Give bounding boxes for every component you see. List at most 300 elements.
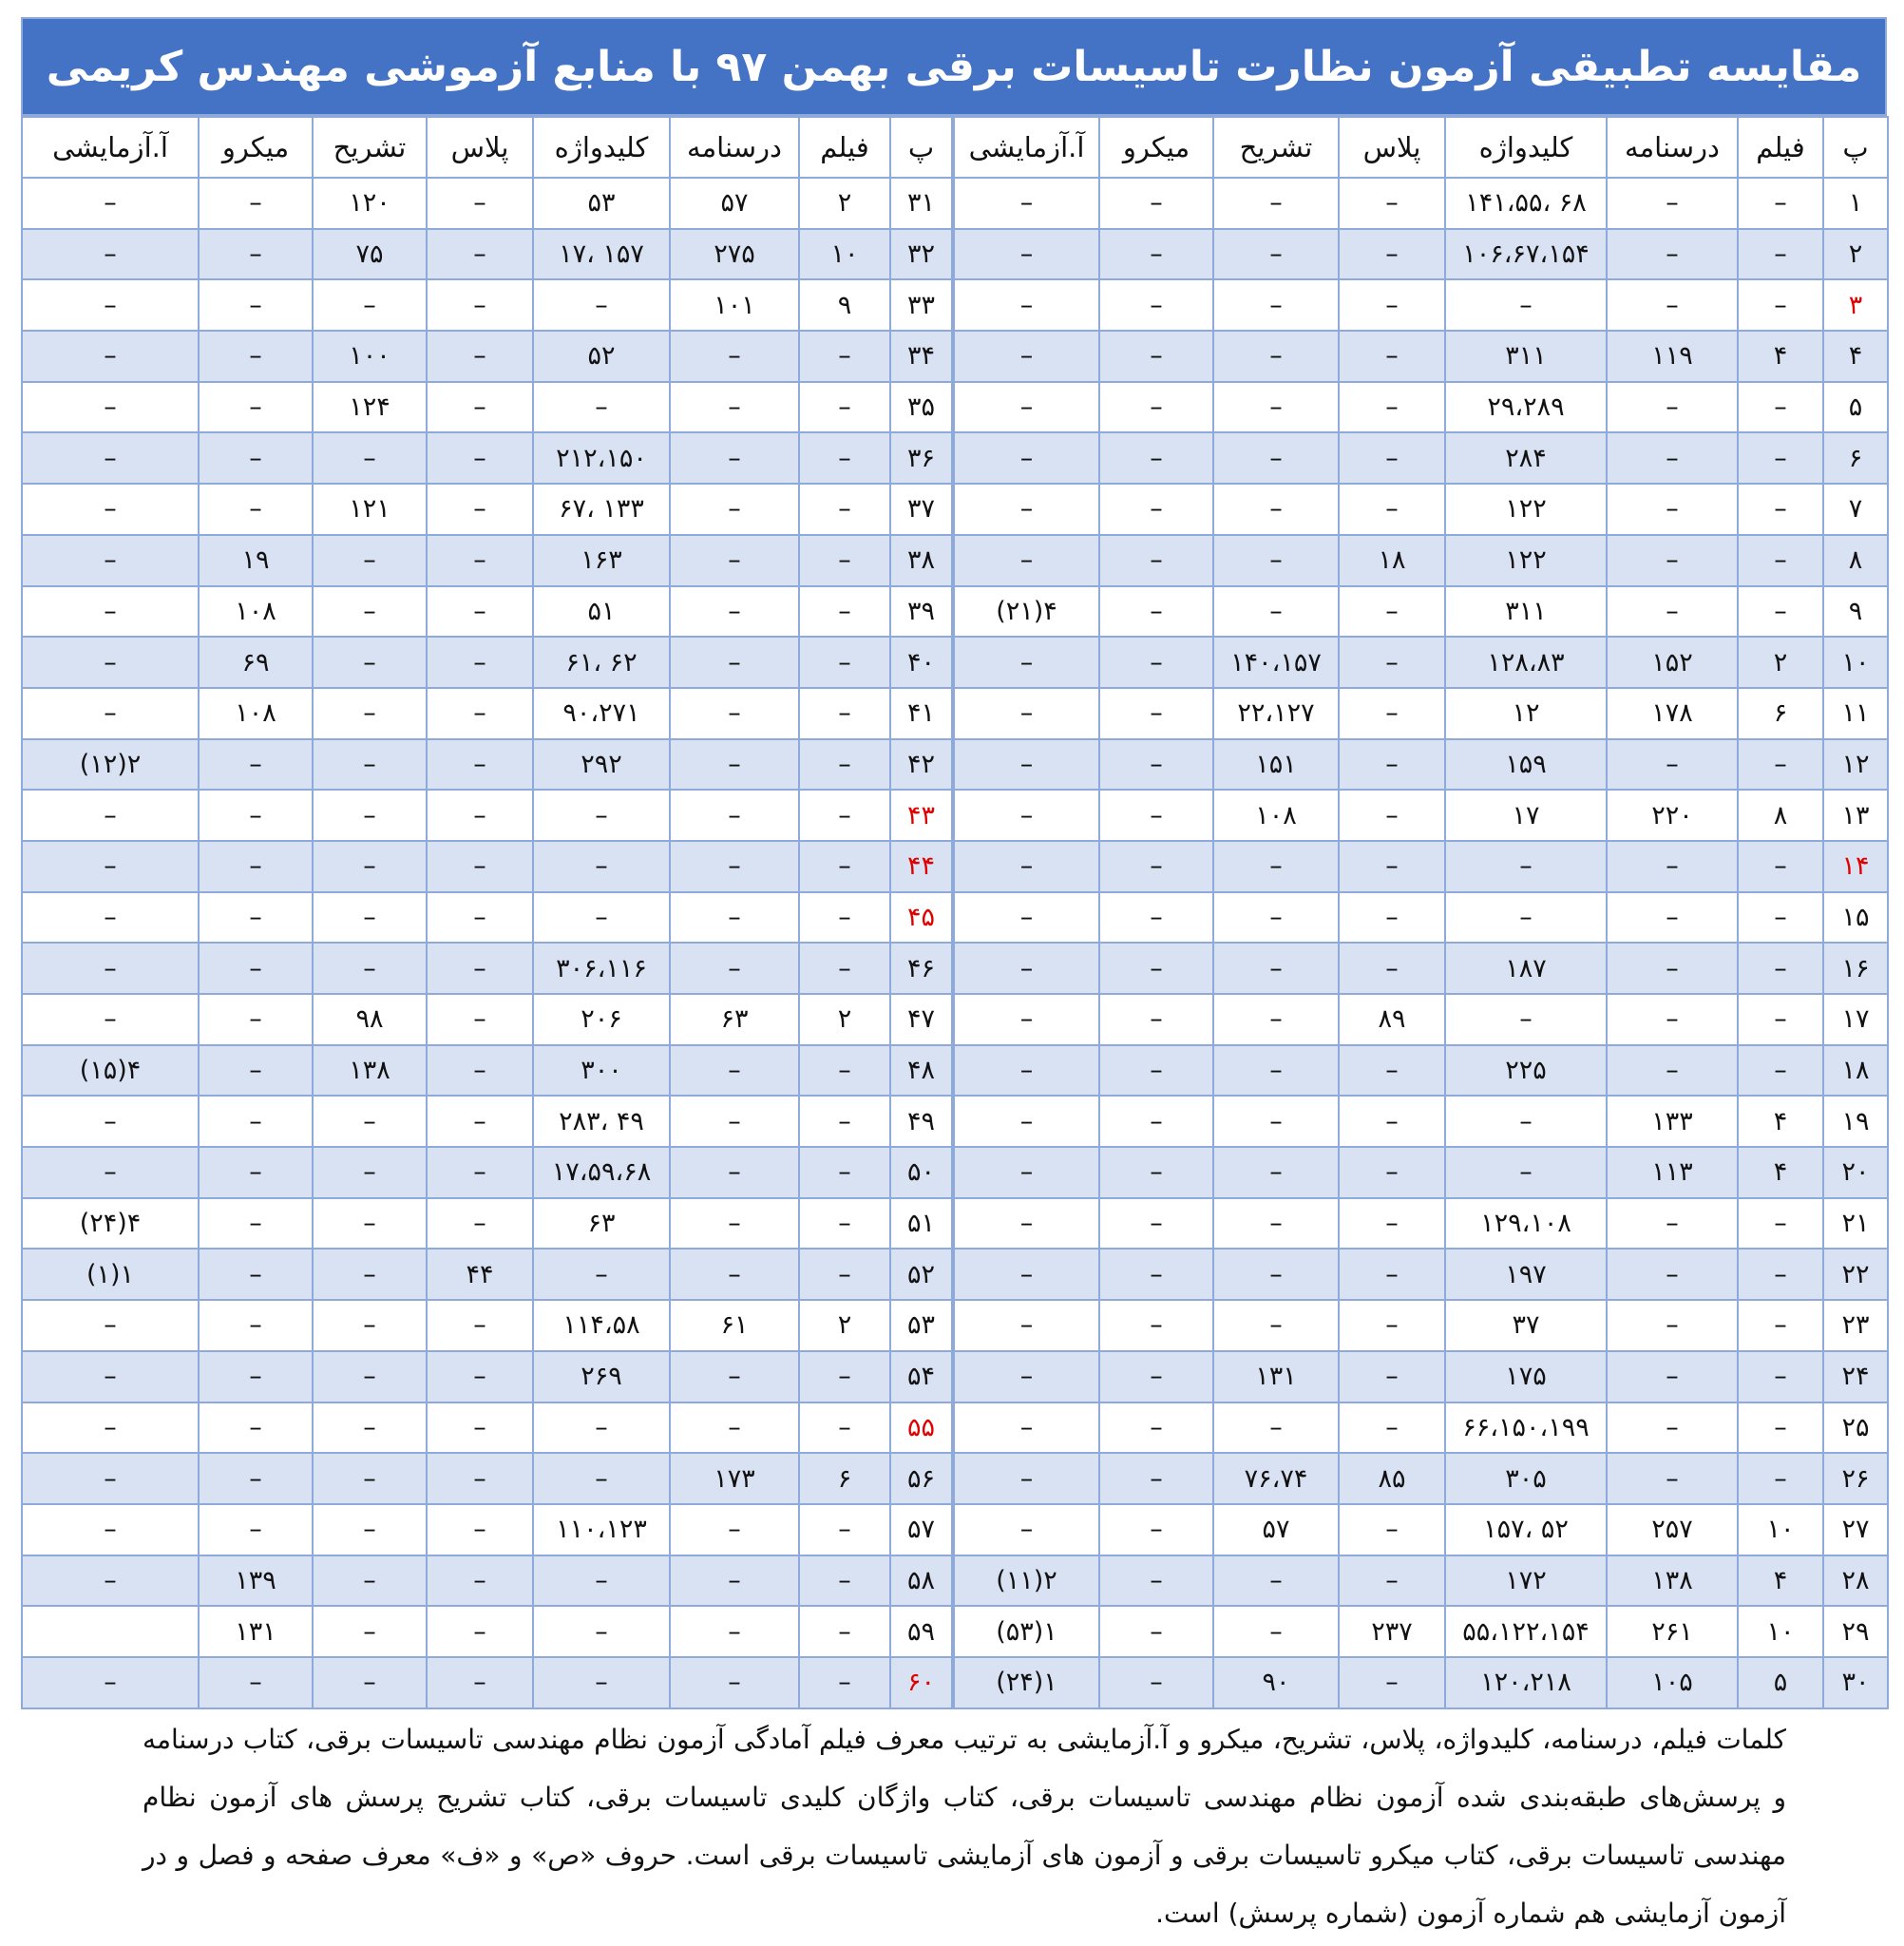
- cell-mock-exam: –: [22, 994, 199, 1045]
- cell-darsnameh: ۱۰۵: [1607, 1657, 1738, 1708]
- cell-darsnameh: –: [670, 1198, 799, 1250]
- cell-q-no: ۳۷: [890, 484, 953, 535]
- cell-plus: –: [427, 331, 533, 382]
- cell-mock-exam: –: [953, 432, 1099, 484]
- cell-plus: –: [427, 432, 533, 484]
- cell-film: –: [799, 535, 890, 586]
- cell-darsnameh: –: [670, 1606, 799, 1657]
- cell-keyword: ۱۱۰،۱۲۳: [533, 1504, 670, 1555]
- cell-darsnameh: ۶۳: [670, 994, 799, 1045]
- cell-micro: ۱۹: [199, 535, 313, 586]
- cell-darsnameh: –: [1607, 1045, 1738, 1097]
- cell-micro: –: [199, 279, 313, 331]
- cell-film: –: [799, 331, 890, 382]
- cell-plus: –: [1339, 1147, 1445, 1198]
- table-row: [22, 586, 1888, 638]
- cell-micro: –: [199, 841, 313, 892]
- cell-darsnameh: –: [1607, 382, 1738, 433]
- cell-darsnameh: –: [1607, 1198, 1738, 1250]
- cell-tashrih: –: [313, 1657, 427, 1708]
- cell-tashrih: –: [313, 1249, 427, 1300]
- cell-tashrih: –: [313, 841, 427, 892]
- cell-q-no: ۹: [1823, 586, 1888, 638]
- cell-mock-exam: –: [953, 994, 1099, 1045]
- cell-plus: –: [1339, 229, 1445, 280]
- table-row: [22, 1147, 1888, 1198]
- table-row: [22, 1198, 1888, 1250]
- cell-keyword: –: [1445, 279, 1607, 331]
- cell-q-no: ۲۰: [1823, 1147, 1888, 1198]
- cell-micro: –: [1099, 279, 1213, 331]
- cell-q-no: ۲۲: [1823, 1249, 1888, 1300]
- cell-keyword: ۵۵،۱۲۲،۱۵۴: [1445, 1606, 1607, 1657]
- cell-darsnameh: –: [1607, 229, 1738, 280]
- table-row: [22, 1657, 1888, 1708]
- cell-plus: –: [1339, 790, 1445, 841]
- cell-plus: –: [1339, 484, 1445, 535]
- cell-tashrih: ۱۴۰،۱۵۷: [1213, 637, 1339, 688]
- cell-q-no: ۱۲: [1823, 739, 1888, 791]
- table-row: [22, 229, 1888, 280]
- cell-plus: –: [427, 382, 533, 433]
- cell-darsnameh: ۶۱: [670, 1300, 799, 1351]
- cell-mock-exam: –: [953, 1453, 1099, 1504]
- cell-tashrih: –: [1213, 279, 1339, 331]
- footnote: کلمات فیلم، درسنامه، کلیدواژه، پلاس، تشریح، میکرو و آ.آزمایشی به ترتیب معرف فیلم آمادگی آزمون نظام مهندسی تاسیسات برقی، کتاب درسنامه و پرسش‌های طبقه‌بندی شده آزمون نظام مهندسی تاسیسات برقی، کتاب واژگان کلیدی تاسیسات برقی، کتاب تشریح پرسش های آزمون نظام مهندسی تاسیسات برقی، کتاب میکرو تاسیسات برقی و آزمون های آزمایشی تاسیسات برقی است. حروف «ص» و «ف» معرف صفحه و فصل و در آزمون آزمایشی هم شماره آزمون (شماره پرسش) است.: [143, 1724, 1786, 1929]
- cell-darsnameh: –: [1607, 841, 1738, 892]
- table-row: [22, 1249, 1888, 1300]
- cell-tashrih: –: [313, 688, 427, 739]
- cell-darsnameh: –: [670, 739, 799, 791]
- cell-darsnameh: –: [670, 1096, 799, 1147]
- cell-darsnameh: –: [670, 1045, 799, 1097]
- cell-q-no: ۴۱: [890, 688, 953, 739]
- cell-q-no: ۵۷: [890, 1504, 953, 1555]
- cell-tashrih: –: [313, 586, 427, 638]
- cell-plus: –: [1339, 279, 1445, 331]
- cell-darsnameh: –: [1607, 892, 1738, 944]
- cell-keyword: ۵۲ ،۱۵۷: [1445, 1504, 1607, 1555]
- cell-keyword: ۱۶۳: [533, 535, 670, 586]
- cell-micro: –: [199, 739, 313, 791]
- cell-q-no: ۷: [1823, 484, 1888, 535]
- cell-plus: –: [1339, 1096, 1445, 1147]
- cell-darsnameh: –: [1607, 1402, 1738, 1454]
- cell-q-no: ۵۸: [890, 1555, 953, 1607]
- cell-film: –: [799, 790, 890, 841]
- cell-film: –: [1738, 739, 1823, 791]
- cell-q-no: ۲۹: [1823, 1606, 1888, 1657]
- cell-darsnameh: –: [670, 943, 799, 994]
- cell-micro: –: [1099, 1045, 1213, 1097]
- cell-plus: ۴۴: [427, 1249, 533, 1300]
- cell-tashrih: ۱۲۴: [313, 382, 427, 433]
- table-row: [22, 331, 1888, 382]
- cell-darsnameh: –: [1607, 943, 1738, 994]
- cell-tashrih: –: [313, 790, 427, 841]
- cell-keyword: –: [533, 841, 670, 892]
- cell-film: –: [1738, 1249, 1823, 1300]
- cell-film: ۵: [1738, 1657, 1823, 1708]
- table-row: [22, 178, 1888, 229]
- table-row: [22, 790, 1888, 841]
- cell-darsnameh: –: [670, 382, 799, 433]
- cell-darsnameh: –: [670, 1504, 799, 1555]
- cell-film: –: [1738, 1402, 1823, 1454]
- cell-mock-exam: –: [22, 1300, 199, 1351]
- cell-keyword: ۲۱۲،۱۵۰: [533, 432, 670, 484]
- cell-mock-exam: –: [953, 790, 1099, 841]
- cell-keyword: ۱۱۴،۵۸: [533, 1300, 670, 1351]
- cell-mock-exam: –: [22, 178, 199, 229]
- cell-keyword: ۱۷: [1445, 790, 1607, 841]
- table-row: [22, 994, 1888, 1045]
- cell-film: –: [1738, 279, 1823, 331]
- cell-darsnameh: ۲۲۰: [1607, 790, 1738, 841]
- cell-keyword: –: [533, 1249, 670, 1300]
- cell-darsnameh: –: [1607, 178, 1738, 229]
- cell-plus: –: [427, 892, 533, 944]
- comparison-sheet: [21, 17, 1887, 1709]
- header-film-b: فیلم: [799, 117, 890, 178]
- cell-film: –: [1738, 1453, 1823, 1504]
- cell-q-no: ۳۶: [890, 432, 953, 484]
- cell-tashrih: –: [1213, 586, 1339, 638]
- cell-keyword: –: [533, 279, 670, 331]
- cell-q-no: ۵: [1823, 382, 1888, 433]
- cell-darsnameh: –: [670, 586, 799, 638]
- cell-tashrih: –: [313, 1504, 427, 1555]
- cell-film: –: [799, 1606, 890, 1657]
- cell-film: –: [1738, 943, 1823, 994]
- cell-mock-exam: –: [22, 331, 199, 382]
- cell-micro: –: [199, 229, 313, 280]
- cell-q-no: ۴۲: [890, 739, 953, 791]
- cell-film: –: [799, 382, 890, 433]
- cell-tashrih: ۷۶،۷۴: [1213, 1453, 1339, 1504]
- cell-mock-exam: ۴(۱۵): [22, 1045, 199, 1097]
- cell-mock-exam: –: [22, 535, 199, 586]
- cell-darsnameh: –: [670, 892, 799, 944]
- cell-keyword: ۱۹۷: [1445, 1249, 1607, 1300]
- cell-micro: –: [1099, 586, 1213, 638]
- cell-film: –: [1738, 1351, 1823, 1402]
- cell-q-no: ۳۹: [890, 586, 953, 638]
- cell-mock-exam: –: [953, 382, 1099, 433]
- cell-micro: –: [199, 432, 313, 484]
- cell-q-no: ۴۷: [890, 994, 953, 1045]
- cell-film: –: [1738, 382, 1823, 433]
- cell-mock-exam: –: [22, 279, 199, 331]
- cell-plus: –: [1339, 1402, 1445, 1454]
- cell-darsnameh: ۱۱۳: [1607, 1147, 1738, 1198]
- cell-film: –: [799, 1045, 890, 1097]
- cell-mock-exam: –: [22, 790, 199, 841]
- cell-micro: –: [1099, 994, 1213, 1045]
- cell-plus: –: [427, 1300, 533, 1351]
- cell-micro: –: [1099, 688, 1213, 739]
- cell-tashrih: –: [313, 1300, 427, 1351]
- cell-micro: –: [199, 1657, 313, 1708]
- cell-keyword: ۱۲۲: [1445, 535, 1607, 586]
- cell-darsnameh: –: [1607, 432, 1738, 484]
- cell-film: –: [1738, 892, 1823, 944]
- cell-plus: –: [1339, 1198, 1445, 1250]
- cell-darsnameh: –: [1607, 586, 1738, 638]
- cell-q-no: ۴۳: [890, 790, 953, 841]
- cell-plus: –: [427, 1096, 533, 1147]
- cell-plus: –: [1339, 1351, 1445, 1402]
- cell-tashrih: –: [1213, 1096, 1339, 1147]
- cell-plus: –: [427, 178, 533, 229]
- cell-tashrih: –: [1213, 892, 1339, 944]
- header-tashrih-a: تشریح: [1213, 117, 1339, 178]
- cell-mock-exam: –: [953, 841, 1099, 892]
- cell-keyword: –: [533, 1657, 670, 1708]
- cell-q-no: ۱۸: [1823, 1045, 1888, 1097]
- cell-keyword: ۳۱۱: [1445, 331, 1607, 382]
- cell-mock-exam: ۱(۲۴): [953, 1657, 1099, 1708]
- table-row: [22, 535, 1888, 586]
- cell-micro: –: [1099, 637, 1213, 688]
- cell-film: ۹: [799, 279, 890, 331]
- cell-tashrih: –: [1213, 1249, 1339, 1300]
- cell-plus: –: [427, 637, 533, 688]
- cell-film: –: [1738, 586, 1823, 638]
- cell-micro: –: [1099, 1453, 1213, 1504]
- cell-tashrih: –: [1213, 841, 1339, 892]
- cell-mock-exam: –: [953, 1045, 1099, 1097]
- cell-tashrih: –: [1213, 229, 1339, 280]
- cell-keyword: ۱۷،۵۹،۶۸: [533, 1147, 670, 1198]
- cell-film: ۶: [799, 1453, 890, 1504]
- cell-keyword: ۱۲۲: [1445, 484, 1607, 535]
- cell-film: –: [799, 892, 890, 944]
- cell-tashrih: –: [1213, 535, 1339, 586]
- header-micro-b: میکرو: [199, 117, 313, 178]
- cell-micro: –: [1099, 1351, 1213, 1402]
- cell-micro: –: [1099, 1606, 1213, 1657]
- table-row: [22, 1402, 1888, 1454]
- cell-micro: –: [199, 994, 313, 1045]
- cell-plus: –: [427, 229, 533, 280]
- cell-q-no: ۱۱: [1823, 688, 1888, 739]
- cell-film: –: [799, 1555, 890, 1607]
- cell-micro: –: [199, 1147, 313, 1198]
- cell-keyword: ۳۰۰: [533, 1045, 670, 1097]
- cell-micro: –: [1099, 229, 1213, 280]
- cell-tashrih: ۱۲۱: [313, 484, 427, 535]
- cell-keyword: –: [1445, 841, 1607, 892]
- cell-plus: ۱۸: [1339, 535, 1445, 586]
- cell-keyword: ۲۹،۲۸۹: [1445, 382, 1607, 433]
- cell-mock-exam: –: [22, 943, 199, 994]
- cell-micro: –: [1099, 535, 1213, 586]
- cell-micro: –: [1099, 892, 1213, 944]
- cell-film: –: [1738, 841, 1823, 892]
- cell-darsnameh: –: [670, 1351, 799, 1402]
- cell-darsnameh: ۱۵۲: [1607, 637, 1738, 688]
- header-keyword-a: کلیدواژه: [1445, 117, 1607, 178]
- cell-tashrih: ۱۳۱: [1213, 1351, 1339, 1402]
- cell-micro: –: [199, 1300, 313, 1351]
- cell-keyword: ۶۲ ،۶۱: [533, 637, 670, 688]
- cell-q-no: ۲۶: [1823, 1453, 1888, 1504]
- cell-plus: –: [1339, 637, 1445, 688]
- cell-tashrih: –: [313, 535, 427, 586]
- cell-q-no: ۵۶: [890, 1453, 953, 1504]
- cell-plus: –: [427, 586, 533, 638]
- cell-keyword: ۵۲: [533, 331, 670, 382]
- cell-keyword: ۲۲۵: [1445, 1045, 1607, 1097]
- cell-plus: –: [1339, 1045, 1445, 1097]
- cell-q-no: ۳۵: [890, 382, 953, 433]
- cell-micro: –: [199, 892, 313, 944]
- cell-micro: –: [1099, 1402, 1213, 1454]
- cell-keyword: ۳۰۵: [1445, 1453, 1607, 1504]
- cell-mock-exam: –: [953, 688, 1099, 739]
- table-row: [22, 892, 1888, 944]
- cell-tashrih: ۷۵: [313, 229, 427, 280]
- cell-plus: –: [1339, 1555, 1445, 1607]
- cell-q-no: ۵۰: [890, 1147, 953, 1198]
- cell-micro: –: [1099, 739, 1213, 791]
- cell-mock-exam: –: [953, 1300, 1099, 1351]
- cell-darsnameh: –: [1607, 484, 1738, 535]
- cell-q-no: ۲: [1823, 229, 1888, 280]
- table-row: [22, 484, 1888, 535]
- cell-keyword: ۳۰۶،۱۱۶: [533, 943, 670, 994]
- cell-q-no: ۱۵: [1823, 892, 1888, 944]
- cell-keyword: ۵۳: [533, 178, 670, 229]
- cell-tashrih: ۵۷: [1213, 1504, 1339, 1555]
- cell-keyword: –: [533, 1555, 670, 1607]
- cell-plus: –: [427, 1555, 533, 1607]
- cell-micro: –: [1099, 1504, 1213, 1555]
- cell-micro: –: [199, 1351, 313, 1402]
- cell-darsnameh: ۱۳۸: [1607, 1555, 1738, 1607]
- cell-q-no: ۲۵: [1823, 1402, 1888, 1454]
- cell-tashrih: –: [313, 279, 427, 331]
- cell-q-no: ۴۰: [890, 637, 953, 688]
- cell-mock-exam: ۲(۱۲): [22, 739, 199, 791]
- cell-mock-exam: –: [953, 892, 1099, 944]
- cell-film: –: [1738, 229, 1823, 280]
- cell-q-no: ۵۹: [890, 1606, 953, 1657]
- cell-micro: –: [199, 1504, 313, 1555]
- cell-tashrih: ۱۰۸: [1213, 790, 1339, 841]
- cell-plus: –: [1339, 841, 1445, 892]
- cell-darsnameh: –: [670, 535, 799, 586]
- header-film-a: فیلم: [1738, 117, 1823, 178]
- cell-darsnameh: –: [670, 637, 799, 688]
- cell-film: –: [1738, 1300, 1823, 1351]
- cell-q-no: ۴۵: [890, 892, 953, 944]
- cell-q-no: ۵۳: [890, 1300, 953, 1351]
- cell-plus: –: [427, 1504, 533, 1555]
- cell-plus: –: [1339, 178, 1445, 229]
- cell-micro: –: [199, 178, 313, 229]
- cell-film: ۲: [799, 994, 890, 1045]
- cell-tashrih: ۲۲،۱۲۷: [1213, 688, 1339, 739]
- cell-mock-exam: –: [22, 688, 199, 739]
- cell-film: ۱۰: [799, 229, 890, 280]
- cell-darsnameh: –: [670, 484, 799, 535]
- cell-darsnameh: ۱۷۸: [1607, 688, 1738, 739]
- cell-plus: –: [1339, 586, 1445, 638]
- cell-micro: –: [199, 331, 313, 382]
- header-q-no-b: پ: [890, 117, 953, 178]
- table-row: [22, 637, 1888, 688]
- cell-tashrih: –: [1213, 484, 1339, 535]
- cell-q-no: ۳۲: [890, 229, 953, 280]
- cell-mock-exam: –: [22, 1504, 199, 1555]
- cell-mock-exam: –: [953, 178, 1099, 229]
- cell-q-no: ۴۴: [890, 841, 953, 892]
- cell-film: –: [799, 586, 890, 638]
- cell-micro: ۶۹: [199, 637, 313, 688]
- cell-film: –: [799, 1198, 890, 1250]
- cell-micro: –: [199, 1045, 313, 1097]
- cell-micro: –: [1099, 178, 1213, 229]
- cell-mock-exam: –: [953, 1402, 1099, 1454]
- header-mock-exam-a: آ.آزمایشی: [953, 117, 1099, 178]
- comparison-table: [21, 116, 1889, 1709]
- cell-darsnameh: ۲۵۷: [1607, 1504, 1738, 1555]
- cell-plus: ۸۹: [1339, 994, 1445, 1045]
- cell-micro: –: [199, 484, 313, 535]
- table-row: [22, 1555, 1888, 1607]
- cell-keyword: ۶۸ ،۱۴۱،۵۵: [1445, 178, 1607, 229]
- cell-keyword: ۱۰۶،۶۷،۱۵۴: [1445, 229, 1607, 280]
- cell-plus: –: [427, 1606, 533, 1657]
- cell-darsnameh: –: [670, 790, 799, 841]
- cell-mock-exam: ۱(۱): [22, 1249, 199, 1300]
- cell-q-no: ۵۵: [890, 1402, 953, 1454]
- header-mock-exam-b: آ.آزمایشی: [22, 117, 199, 178]
- cell-plus: –: [427, 943, 533, 994]
- cell-plus: –: [427, 1657, 533, 1708]
- cell-film: –: [1738, 994, 1823, 1045]
- cell-mock-exam: –: [953, 279, 1099, 331]
- cell-film: –: [799, 1351, 890, 1402]
- cell-micro: –: [1099, 1096, 1213, 1147]
- cell-micro: –: [199, 1249, 313, 1300]
- cell-darsnameh: ۲۶۱: [1607, 1606, 1738, 1657]
- cell-q-no: ۱۶: [1823, 943, 1888, 994]
- cell-plus: –: [427, 1351, 533, 1402]
- cell-micro: ۱۰۸: [199, 586, 313, 638]
- cell-mock-exam: –: [22, 637, 199, 688]
- cell-mock-exam: [22, 1606, 199, 1657]
- cell-keyword: –: [1445, 1096, 1607, 1147]
- table-row: [22, 1096, 1888, 1147]
- table-body: [22, 178, 1888, 1708]
- cell-plus: –: [1339, 1504, 1445, 1555]
- cell-micro: –: [1099, 1555, 1213, 1607]
- cell-film: –: [799, 1147, 890, 1198]
- cell-plus: –: [427, 535, 533, 586]
- cell-tashrih: –: [313, 1147, 427, 1198]
- cell-micro: –: [1099, 1657, 1213, 1708]
- cell-q-no: ۶: [1823, 432, 1888, 484]
- cell-film: –: [799, 1657, 890, 1708]
- cell-plus: –: [427, 790, 533, 841]
- cell-film: –: [799, 1504, 890, 1555]
- cell-micro: –: [1099, 1147, 1213, 1198]
- cell-film: –: [1738, 1045, 1823, 1097]
- cell-tashrih: –: [1213, 178, 1339, 229]
